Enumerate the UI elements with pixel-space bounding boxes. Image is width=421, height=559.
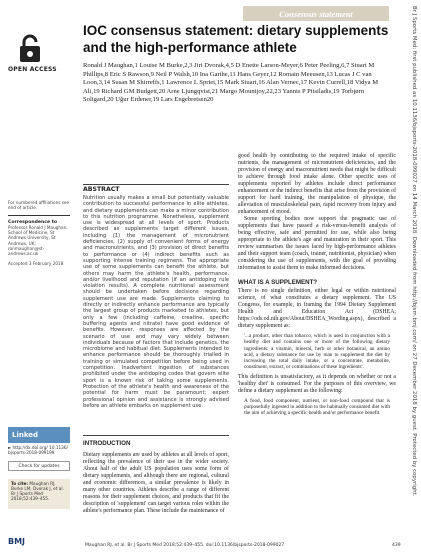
right-column — [238, 153, 396, 420]
correspondence-text: Professor Ronald J Maughan, School of Medicine, St Andrews University, St Andrews, UK; ronmaughan@st-andrews.ac.uk — [8, 225, 68, 256]
definition-quote: A food, food component, nutrient, or non-food compound that is purposefully ingested in addition to the habitually consumed diet with the aim of achieving a specific health and/or performance benefit. — [244, 397, 390, 417]
correspondence-heading: Correspondence to — [8, 220, 58, 226]
sidebar-divider — [8, 215, 70, 216]
paragraph-definition: There is no single definition, either legal or within nutritional science, of what constitutes a dietary supplement. The US Congress, for example, in framing the 1994 Dietary Supplement Health and Education Act (DSHEA; https://ods.od.nih.gov/About/DSHEA_Wording.aspx), described a dietary supplement as: — [238, 288, 396, 329]
vertical-margin-note — [407, 6, 418, 546]
abstract-heading: ABSTRACT — [83, 186, 120, 193]
article-title: IOC consensus statement: dietary supplements and the high-performance athlete — [83, 23, 389, 55]
page-number: 439 — [392, 543, 401, 548]
cite-label: To cite: — [11, 481, 29, 486]
abstract-rule-top — [83, 184, 229, 185]
what-is-supplement-heading: WHAT IS A SUPPLEMENT? — [238, 279, 318, 286]
dshea-quote: '...a product, other than tobacco, which is used in conjunction with a healthy diet and contains one or more of the following dietary ingredients: a vitamin, mineral, herb or other botanical, an amino acid, a dietary substance for use by man to supplement the diet by increasing the total daily intake, or a concentrate, metabolite, constituent, extract, or combinations of these ingredients'. — [244, 333, 390, 371]
introduction-text: Dietary supplements are used by athletes at all levels of sport, reflecting the prevalence of their use in the wider society. About half of the adult US population uses some form of dietary supplements, and although there are regional, cultural and economic differences, a similar prevalence is likely in many other countries. Athletes describe a range of different reasons for their supplement choices, and products that fit the description of 'supplement' can target various roles within the athlete's performance plan. These include the maintenance of — [83, 452, 229, 514]
paragraph-unsatisfactory: This definition is unsatisfactory, as it depends on whether or not a 'healthy diet' is consumed. For the purposes of this overview, we define a dietary supplement as the following: — [238, 373, 396, 394]
footer-citation: Maughan RJ, et al. Br J Sports Med 2018;52:439–455. doi:10.1136/bjsports-2018-099027 — [85, 543, 285, 548]
open-access-label: OPEN ACCESS — [8, 66, 57, 73]
accepted-date: Accepted 3 February 2018 — [8, 260, 64, 266]
bmj-logo: BMJ — [8, 537, 26, 546]
check-updates-button[interactable]: Check for updates — [8, 461, 70, 471]
vertical-margin-text: Br J Sports Med: first published as 10.1136/bjsports-2018-099027 on 14 March 2018. Downloaded from http://bjsm.bmj.com/ on 27 December 2018 by guest. Protected by copyright. — [411, 6, 417, 497]
affiliations-note: For numbered affiliations see end of article. — [8, 200, 70, 211]
citation-box — [8, 479, 70, 509]
paragraph-health: good health by contributing to the required intake of specific nutrients, the management of micronutrient deficiencies, and the provision of energy and macronutrient needs that might be difficult to achieve through food intake alone. Other specific uses of supplements reported by athletes include direct performance enhancement or the indirect benefits that arise from the provision of support for hard training, the manipulation of physique, the alleviation of musculoskeletal pain, rapid recovery from injury and enhancement of mood. — [238, 153, 396, 215]
sidebar — [8, 200, 70, 271]
abstract-text: Nutrition usually makes a small but potentially valuable contribution to successful performance in elite athletes, and dietary supplements can make a minor contribution to this nutrition programme. Nonetheless, supplement use is widespread at all levels of sport. Products described as supplements target different issues, including (1) the management of micronutrient deficiencies, (2) supply of convenient forms of energy and macronutrients, and (3) provision of direct benefits to performance or (4) indirect benefits such as supporting intense training regimens. The appropriate use of some supplements can benefit the athlete, but others may harm the athlete's health, performance, and/or livelihood and reputation (if an antidoping rule violation results). A complete nutritional assessment should be undertaken before decisions regarding supplement use are made. Supplements claiming to directly or indirectly enhance performance are typically the largest group of products marketed to athletes, but only a few (including caffeine, creatine, specific buffering agents and nitrate) have good evidence of benefits. However, responses are affected by the scenario of use and may vary widely between individuals because of factors that include genetics, the microbiome and habitual diet. Supplements intended to enhance performance should be thoroughly trialled in training or simulated competition before being used in competition. Inadvertent ingestion of substances prohibited under the antidoping codes that govern elite sport is a known risk of taking some supplements. Protection of the athlete's health and awareness of the potential for harm must be paramount; expert professional opinion and assistance is strongly advised before an athlete embarks on supplement use. — [83, 195, 229, 409]
section-banner: Consensus statement — [243, 6, 389, 21]
abstract-rule-bottom — [83, 435, 229, 436]
paragraph-pragmatic: Some sporting bodies now support the pragmatic use of supplements that have passed a risk-versus-benefit analysis of being effective, safe and permitted for use, while also being appropriate to the athlete's age and maturation in their sport. This review summarises the issues faced by high-performance athletes and their support team (coach, trainer, nutritionist, physician) when considering the use of supplements, with the goal of providing information to assist them to make informed decisions. — [238, 216, 396, 271]
author-list: Ronald J Maughan,1 Louise M Burke,2,3 Jiri Dvorak,4,5 D Enette Larson-Meyer,6 Peter Peeling,6,7 Stuart M Phillips,8 Eric S Rawson,9 Neil P Walsh,10 Ina Garthe,11 Hans Geyer,12 Romain Meeusen,13 Lucas J C van Loon,3,14 Susan M Shirreffs,1 Lawrence L Spriet,15 Mark Stuart,16 Alan Vernec,17 Kevin Currell,18 Vidya M Ali,19 Richard GM Budgett,20 Arne Ljungqvist,21 Margo Mountjoy,22,23 Yannis P Pitsiladis,19 Torbjørn Soligard,20 Uğur Erdener,19 Lars Engebretsen20 — [83, 62, 379, 104]
cite-text: Maughan RJ, Burke LM, Dvorak J, et al. Br J Sports Med 2018;52:439–455. — [11, 481, 64, 501]
open-access-lock-icon — [14, 34, 46, 64]
linked-doi[interactable]: ► http://dx.doi.org/ 10.1136/ bjsports-2018-099199 — [8, 445, 68, 455]
linked-box[interactable] — [8, 427, 70, 443]
introduction-heading: INTRODUCTION — [83, 440, 131, 447]
linked-title: Linked — [12, 431, 39, 439]
